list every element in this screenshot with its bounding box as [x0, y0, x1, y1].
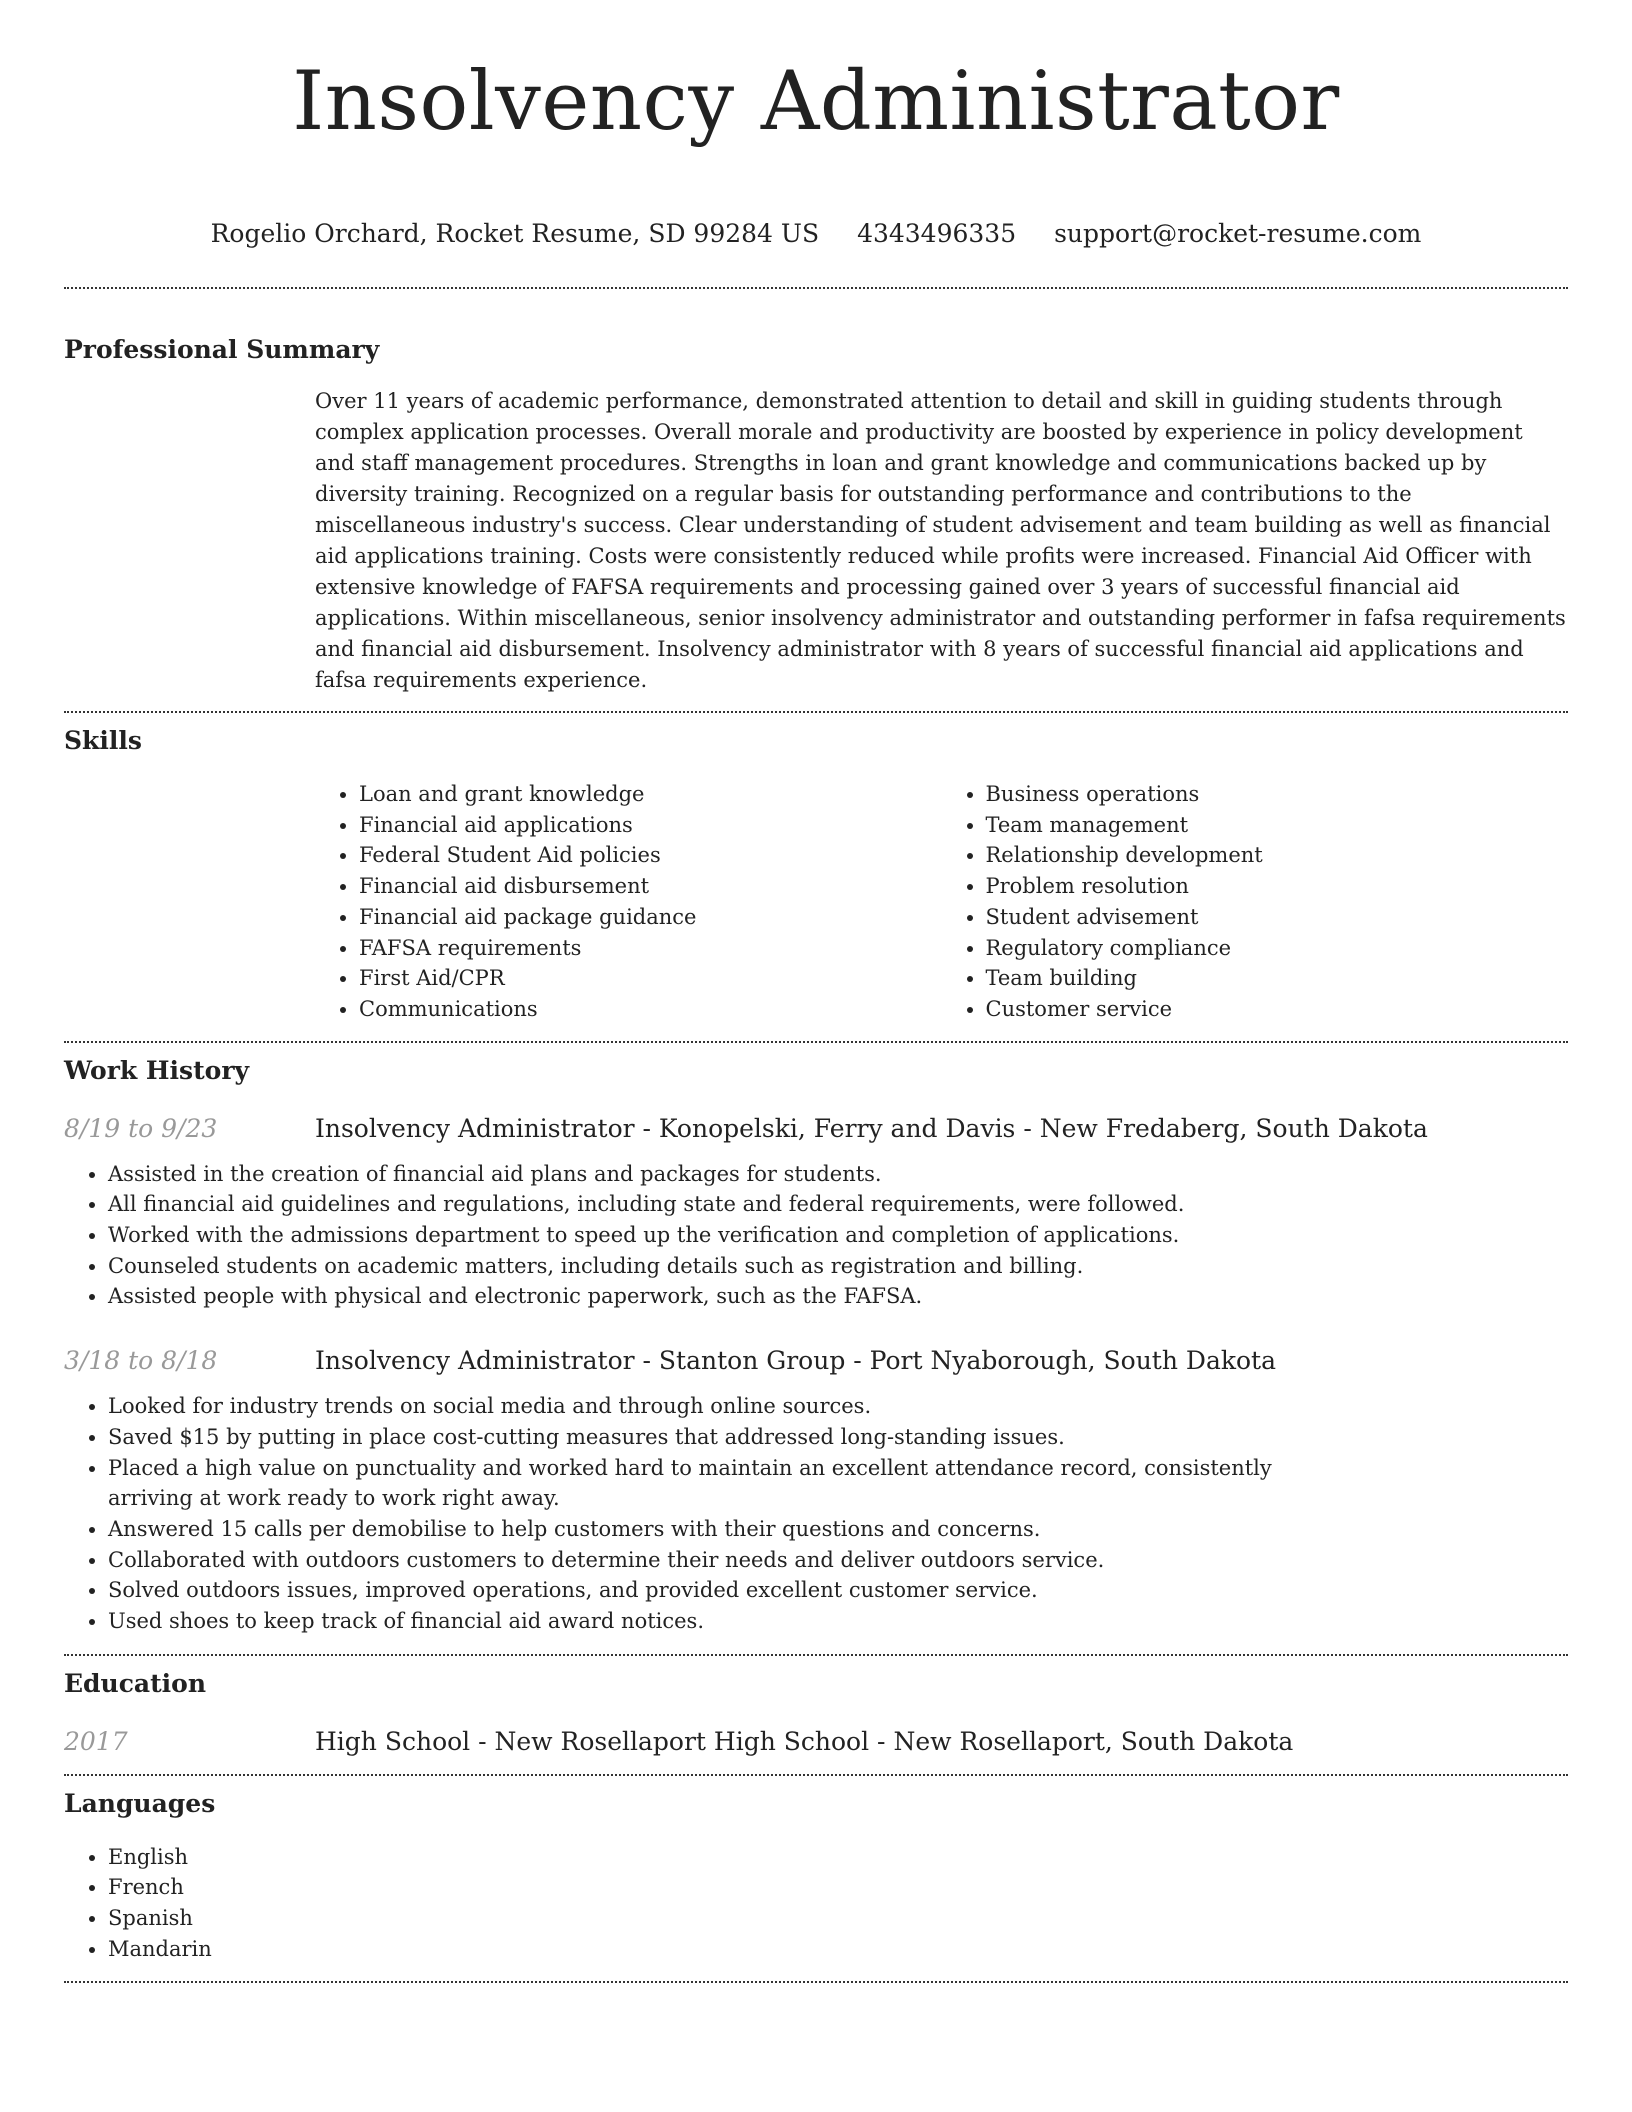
language-item: • Spanish	[108, 1903, 1317, 1934]
work-section	[64, 1055, 1568, 1637]
education-heading: High School - New Rosellaport High School - New Rosellaport, South Dakota	[315, 1726, 1294, 1756]
skill-item: • Communications	[359, 994, 942, 1025]
divider	[64, 1774, 1568, 1776]
job-heading: Insolvency Administrator - Konopelski, Ferry and Davis - New Fredaberg, South Dakota	[315, 1113, 1428, 1143]
language-item: • French	[108, 1872, 1317, 1903]
job-entry	[64, 1345, 1568, 1637]
skill-item: • Financial aid applications	[359, 810, 942, 841]
skill-item: • Problem resolution	[986, 871, 1569, 902]
summary-title: Professional Summary	[64, 335, 380, 364]
summary-section	[64, 334, 1568, 696]
job-bullet: • Assisted people with physical and electronic paperwork, such as the FAFSA.	[108, 1281, 1317, 1312]
contact-address: Rogelio Orchard, Rocket Resume, SD 99284 US	[210, 219, 820, 248]
job-bullets	[64, 1159, 1317, 1313]
job-dates: 3/18 to 8/18	[64, 1346, 218, 1376]
education-dates: 2017	[64, 1726, 128, 1756]
language-item: • English	[108, 1842, 1317, 1873]
job-heading: Insolvency Administrator - Stanton Group - Port Nyaborough, South Dakota	[315, 1346, 1276, 1376]
job-header	[64, 1345, 1568, 1377]
skill-item: • Regulatory compliance	[986, 933, 1569, 964]
job-bullet: • Assisted in the creation of financial aid plans and packages for students.	[108, 1159, 1317, 1190]
contact-line	[64, 218, 1568, 250]
skill-item: • Financial aid disbursement	[359, 871, 942, 902]
job-bullet: • Saved $15 by putting in place cost-cutting measures that addressed long-standing issues.	[108, 1422, 1317, 1453]
skill-item: • Federal Student Aid policies	[359, 840, 942, 871]
education-entry	[64, 1726, 1568, 1758]
skills-section	[64, 725, 1568, 1025]
skill-item: • Relationship development	[986, 840, 1569, 871]
divider	[64, 1041, 1568, 1043]
skill-item: • Student advisement	[986, 902, 1569, 933]
divider	[64, 711, 1568, 713]
work-title: Work History	[64, 1055, 250, 1085]
job-bullet: • All financial aid guidelines and regulations, including state and federal requirements, were followed.	[108, 1189, 1317, 1220]
job-entry	[64, 1113, 1568, 1313]
job-bullet: • Solved outdoors issues, improved operations, and provided excellent customer service.	[108, 1575, 1317, 1606]
skill-item: • First Aid/CPR	[359, 963, 942, 994]
job-bullet: • Answered 15 calls per demobilise to help customers with their questions and concerns.	[108, 1514, 1317, 1545]
job-dates: 8/19 to 9/23	[64, 1113, 218, 1143]
skill-item: • Team management	[986, 810, 1569, 841]
education-section	[64, 1668, 1568, 1758]
skill-item: • Financial aid package guidance	[359, 902, 942, 933]
skill-item: • Customer service	[986, 994, 1569, 1025]
contact-email[interactable]: support@rocket-resume.com	[1054, 219, 1422, 248]
skills-title: Skills	[64, 726, 142, 755]
summary-text: Over 11 years of academic performance, demonstrated attention to detail and skill in guiding students through complex application processes. Overall morale and productivity are boosted by experience in policy development and staff management procedures. Strengths in loan and grant knowledge and communications backed up by diversity training. Recognized on a regular basis for outstanding performance and contributions to the miscellaneous industry's success. Clear understanding of student advisement and team building as well as financial aid applications training. Costs were consistently reduced while profits were increased. Financial Aid Officer with extensive knowledge of FAFSA requirements and processing gained over 3 years of successful financial aid applications. Within miscellaneous, senior insolvency administrator and outstanding performer in fafsa requirements and financial aid disbursement. Insolvency administrator with 8 years of successful financial aid applications and fafsa requirements experience.	[315, 389, 1566, 692]
job-bullet: • Looked for industry trends on social media and through online sources.	[108, 1391, 1317, 1422]
job-bullet: • Counseled students on academic matters, including details such as registration and billing.	[108, 1251, 1317, 1282]
skill-item: • FAFSA requirements	[359, 933, 942, 964]
skill-item: • Team building	[986, 963, 1569, 994]
language-item: • Mandarin	[108, 1934, 1317, 1965]
contact-phone: 4343496335	[857, 219, 1017, 248]
skills-list-right	[942, 779, 1569, 1025]
job-bullets	[64, 1391, 1317, 1637]
job-bullet: • Worked with the admissions department to speed up the verification and completion of applications.	[108, 1220, 1317, 1251]
job-header	[64, 1113, 1568, 1145]
languages-title: Languages	[64, 1788, 216, 1818]
education-title: Education	[64, 1668, 207, 1698]
skills-grid	[315, 779, 1568, 1025]
skill-item: • Business operations	[986, 779, 1569, 810]
languages-section	[64, 1788, 1568, 1965]
skill-item: • Loan and grant knowledge	[359, 779, 942, 810]
job-bullet: • Placed a high value on punctuality and worked hard to maintain an excellent attendance record, consistently arriving at work ready to work right away.	[108, 1453, 1317, 1514]
job-bullet: • Used shoes to keep track of financial aid award notices.	[108, 1606, 1317, 1637]
divider	[64, 287, 1568, 289]
job-bullet: • Collaborated with outdoors customers to determine their needs and deliver outdoors service.	[108, 1545, 1317, 1576]
divider	[64, 1654, 1568, 1656]
languages-list	[64, 1842, 1317, 1965]
skills-list-left	[315, 779, 942, 1025]
divider	[64, 1981, 1568, 1983]
resume-name-heading: Insolvency Administrator	[292, 55, 1340, 149]
